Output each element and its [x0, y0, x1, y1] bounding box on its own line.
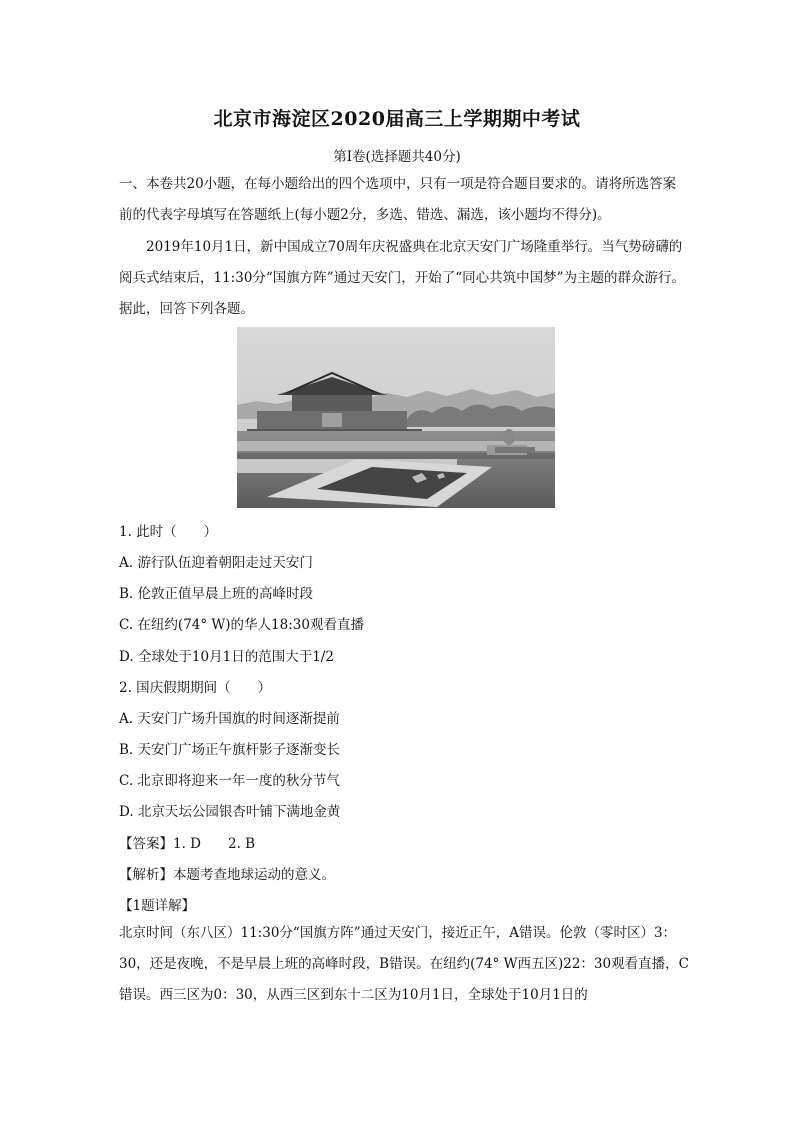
page-title: 北京市海淀区2020届高三上学期期中考试 [213, 108, 581, 130]
question-1-option-c: C. 在纽约(74° W)的华人18:30观看直播 [119, 617, 364, 633]
detail-heading: 【1题详解】 [119, 898, 196, 914]
tiananmen-parade-photo [237, 327, 555, 508]
question-2-stem: 2. 国庆假期期间（ ） [119, 680, 272, 696]
detail-explanation: 北京时间（东八区）11:30分“国旗方阵”通过天安门，接近正午，A错误。伦敦（零时区）3：30，还是夜晚，不是早晨上班的高峰时段，B错误。在纽约(74° W西五区)22：30观看直播，C错误。西三区为0：30，从西三区到东十二区为10月1日，全球处于10月1日的 [119, 925, 689, 1003]
question-2-option-c: C. 北京即将迎来一年一度的秋分节气 [119, 773, 340, 789]
intro-paragraph [119, 232, 689, 325]
question-2-option-d: D. 北京天坛公园银杏叶铺下满地金黄 [119, 804, 341, 820]
question-1-option-a: A. 游行队伍迎着朝阳走过天安门 [119, 555, 313, 571]
intro-text: 2019年10月1日，新中国成立70周年庆祝盛典在北京天安门广场隆重举行。当气势磅礴的阅兵式结束后，11:30分“国旗方阵”通过天安门，开始了“同心共筑中国梦”为主题的群众游行。据此，回答下列各题。 [119, 239, 686, 317]
question-1-option-b: B. 伦敦正值早晨上班的高峰时段 [119, 586, 314, 602]
question-1-stem: 1. 此时（ ） [119, 524, 218, 540]
question-2-option-b: B. 天安门广场正午旗杆影子逐渐变长 [119, 742, 341, 758]
analysis-line: 【解析】本题考查地球运动的意义。 [119, 867, 335, 883]
question-1-option-d: D. 全球处于10月1日的范围大于1/2 [119, 649, 334, 665]
answer-line: 【答案】1. D 2. B [119, 836, 256, 852]
instructions-paragraph: 一、本卷共20小题，在每小题给出的四个选项中，只有一项是符合题目要求的。请将所选答案前的代表字母填写在答题纸上(每小题2分，多选、错选、漏选，该小题均不得分)。 [119, 176, 677, 223]
question-2-option-a: A. 天安门广场升国旗的时间逐渐提前 [119, 711, 340, 727]
section-subtitle: 第Ⅰ卷(选择题共40分) [333, 149, 461, 165]
